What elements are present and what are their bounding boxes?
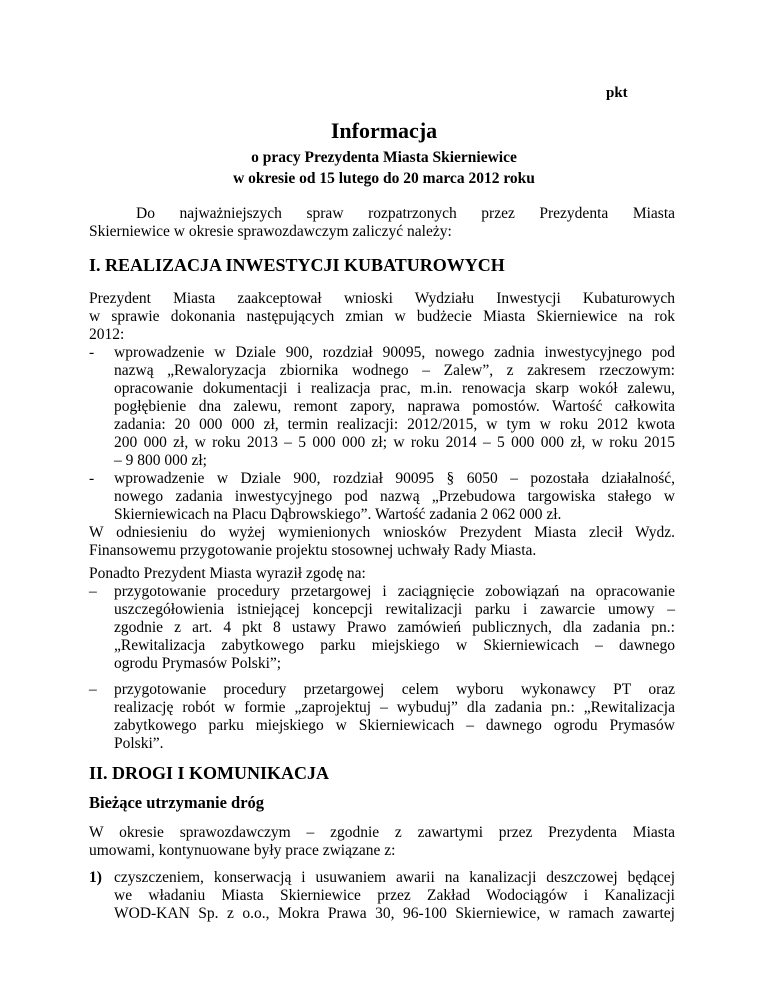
document-title: Informacja — [330, 118, 438, 143]
list-item — [89, 681, 675, 753]
paragraph-line: Skierniewicach na Placu Dąbrowskiego”. Wartość zadania 2 062 000 zł. — [114, 506, 562, 523]
section-subheading: Bieżące utrzymanie dróg — [89, 793, 265, 812]
paragraph-line: w sprawie dokonania następujących zmian w budżecie Miasta Skierniewice na rok — [89, 308, 675, 325]
closing-paragraph — [89, 524, 675, 560]
paragraph-line: zabytkowego parku miejskiego w Skierniewicach – dawnego ogrodu Prymasów — [114, 717, 675, 734]
paragraph-line: przygotowanie procedury przetargowej celem wyboru wykonawcy PT oraz — [114, 681, 675, 698]
paragraph-line: W okresie sprawozdawczym – zgodnie z zawartymi przez Prezydenta Miasta — [89, 824, 675, 841]
list-item — [89, 583, 675, 673]
paragraph-line: 200 000 zł, w roku 2013 – 5 000 000 zł; w roku 2014 – 5 000 000 zł, w roku 2015 — [114, 434, 675, 451]
ponadto-paragraph — [89, 565, 675, 583]
paragraph-line: Prezydent Miasta zaakceptował wnioski Wydziału Inwestycji Kubaturowych — [89, 290, 675, 307]
pkt-label: pkt — [606, 85, 628, 101]
list-item-text — [114, 583, 675, 673]
intro-line: Skierniewice w okresie sprawozdawczym zaliczyć należy: — [89, 223, 452, 240]
paragraph-line: realizację robót w formie „zaprojektuj – wybuduj” dla zadania pn.: „Rewitalizacja — [114, 699, 675, 716]
paragraph-line: nowego zadania inwestycyjnego pod nazwą „Przebudowa targowiska stałego w — [114, 488, 675, 505]
document-subtitle-2: w okresie od 15 lutego do 20 marca 2012 roku — [233, 170, 535, 187]
paragraph-line: uszczegółowienia istniejącej koncepcji rewitalizacji parku i zawarcie umowy – — [114, 601, 675, 618]
paragraph-line: zgodnie z art. 4 pkt 8 ustawy Prawo zamówień publicznych, dla zadania pn.: — [114, 619, 675, 636]
intro-paragraph — [89, 205, 675, 241]
document-subtitle-1: o pracy Prezydenta Miasta Skierniewice — [251, 149, 517, 166]
dash-marker: – — [89, 583, 97, 600]
dash-marker: – — [89, 681, 97, 698]
intro-line: Do najważniejszych spraw rozpatrzonych przez Prezydenta Miasta — [136, 205, 675, 222]
paragraph-line: wprowadzenie w Dziale 900, rozdział 90095, nowego zadnia inwestycyjnego pod — [114, 344, 675, 361]
paragraph-line: Finansowemu przygotowanie projektu stosownej uchwały Rady Miasta. — [89, 542, 537, 559]
paragraph-line: Ponadto Prezydent Miasta wyraził zgodę na: — [89, 565, 366, 582]
section-heading: II. DROGI I KOMUNIKACJA — [89, 763, 330, 783]
list-item — [89, 470, 675, 524]
list-item-text — [114, 470, 675, 524]
paragraph-line: Polski”. — [114, 735, 164, 752]
paragraph-line: wprowadzenie w Dziale 900, rozdział 90095 § 6050 – pozostała działalność, — [114, 470, 675, 487]
paragraph-line: umowami, kontynuowane były prace związane z: — [89, 842, 396, 859]
section-heading: I. REALIZACJA INWESTYCJI KUBATUROWYCH — [89, 255, 505, 275]
list-item — [89, 869, 675, 923]
list-item-text — [114, 344, 675, 470]
paragraph-line: – 9 800 000 zł; — [114, 452, 207, 469]
paragraph-line: 2012: — [89, 326, 125, 343]
bullet-marker: - — [89, 470, 95, 487]
paragraph-line: zadania: 20 000 000 zł, termin realizacji: 2012/2015, w tym w roku 2012 kwota — [114, 416, 675, 433]
section1-paragraph — [89, 290, 675, 344]
section2-paragraph — [89, 824, 675, 860]
paragraph-line: WOD-KAN Sp. z o.o., Mokra Prawa 30, 96-100 Skierniewice, w ramach zawartej — [114, 905, 675, 922]
item-number: 1) — [89, 869, 102, 886]
paragraph-line: ogrodu Prymasów Polski”; — [114, 655, 282, 672]
bullet-marker: - — [89, 344, 95, 361]
paragraph-line: we władaniu Miasta Skierniewice przez Zakład Wodociągów i Kanalizacji — [114, 887, 675, 904]
paragraph-line: pogłębienie dna zalewu, remont zapory, naprawa pomostów. Wartość całkowita — [114, 398, 675, 415]
list-item-text — [114, 681, 675, 753]
list-item-text — [114, 869, 675, 923]
paragraph-line: czyszczeniem, konserwacją i usuwaniem awarii na kanalizacji deszczowej będącej — [114, 869, 675, 886]
paragraph-line: nazwą „Rewaloryzacja zbiornika wodnego – Zalew”, z zakresem rzeczowym: — [114, 362, 675, 379]
paragraph-line: przygotowanie procedury przetargowej i zaciągnięcie zobowiązań na opracowanie — [114, 583, 675, 600]
paragraph-line: „Rewitalizacja zabytkowego parku miejskiego w Skierniewicach – dawnego — [114, 637, 675, 654]
paragraph-line: W odniesieniu do wyżej wymienionych wniosków Prezydent Miasta zlecił Wydz. — [89, 524, 675, 541]
paragraph-line: opracowanie dokumentacji i realizacja prac, m.in. renowacja skarp wokół zalewu, — [114, 380, 675, 397]
list-item — [89, 344, 675, 470]
